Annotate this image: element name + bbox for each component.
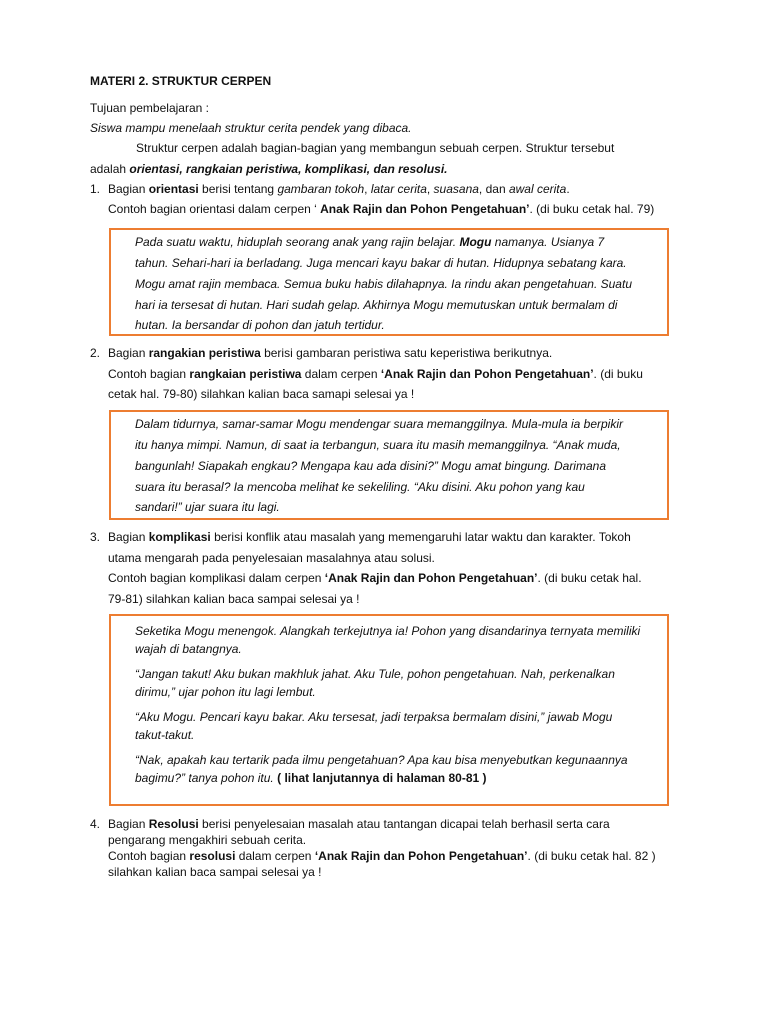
intro-line-2: adalah orientasi, rangkaian peristiwa, komplikasi, dan resolusi. — [90, 162, 448, 176]
section-2-number: 2. — [90, 346, 101, 360]
excerpt-line: bagimu?” tanya pohon itu. ( lihat lanjutannya di halaman 80-81 ) — [135, 771, 487, 785]
excerpt-box-komplikasi — [109, 614, 669, 806]
section-3-example-line-2: 79-81) silahkan kalian baca sampai selesai ya ! — [108, 592, 360, 606]
section-4-number: 4. — [90, 817, 101, 831]
section-1-heading: Bagian orientasi berisi tentang gambaran tokoh, latar cerita, suasana, dan awal cerita. — [108, 182, 570, 196]
section-1-example: Contoh bagian orientasi dalam cerpen ‘ Anak Rajin dan Pohon Pengetahuan’. (di buku cetak hal. 79) — [108, 202, 655, 216]
section-2-example: Contoh bagian rangkaian peristiwa dalam cerpen ‘Anak Rajin dan Pohon Pengetahuan’. (di buku — [108, 367, 643, 381]
structure-list: orientasi, rangkaian peristiwa, komplikasi, dan resolusi. — [129, 162, 448, 176]
section-4-example-line-2: silahkan kalian baca sampai selesai ya ! — [108, 865, 322, 879]
section-4-heading: Bagian Resolusi berisi penyelesaian masalah atau tantangan dicapai telah berhasil serta cara — [108, 817, 610, 831]
excerpt-line: Mogu amat rajin membaca. Semua buku habis dilahapnya. Ia rindu akan pengetahuan. Suatu — [135, 277, 632, 291]
section-3-heading-line-2: utama mengarah pada penyelesaian masalahnya atau solusi. — [108, 551, 435, 565]
excerpt-line: takut-takut. — [135, 728, 195, 742]
excerpt-line: “Nak, apakah kau tertarik pada ilmu pengetahuan? Apa kau bisa menyebutkan kegunaannya — [135, 753, 628, 767]
section-2-example-line-2: cetak hal. 79-80) silahkan kalian baca samapi selesai ya ! — [108, 387, 415, 401]
excerpt-line: “Jangan takut! Aku bukan makhluk jahat. Aku Tule, pohon pengetahuan. Nah, perkenalkan — [135, 667, 615, 681]
excerpt-line: sandari!” ujar suara itu lagi. — [135, 500, 280, 514]
excerpt-line: Dalam tidurnya, samar-samar Mogu mendengar suara memanggilnya. Mula-mula ia berpikir — [135, 417, 623, 431]
section-4-heading-line-2: pengarang mengakhiri sebuah cerita. — [108, 833, 307, 847]
excerpt-line: “Aku Mogu. Pencari kayu bakar. Aku tersesat, jadi terpaksa bermalam disini,” jawab Mogu — [135, 710, 613, 724]
excerpt-line: dirimu,” ujar pohon itu lagi lembut. — [135, 685, 316, 699]
excerpt-line: hutan. Ia bersandar di pohon dan jatuh tertidur. — [135, 318, 385, 332]
section-2-heading: Bagian rangakian peristiwa berisi gambaran peristiwa satu keperistiwa berikutnya. — [108, 346, 553, 360]
section-3-number: 3. — [90, 530, 101, 544]
excerpt-box-rangkaian — [109, 410, 669, 520]
excerpt-line: Pada suatu waktu, hiduplah seorang anak yang rajin belajar. Mogu namanya. Usianya 7 — [135, 235, 605, 249]
excerpt-line: itu hanya mimpi. Namun, di saat ia terbangun, suara itu masih memanggilnya. “Anak muda, — [135, 438, 621, 452]
excerpt-line: suara itu berasal? Ia mencoba melihat ke sekeliling. “Aku disini. Aku pohon yang kau — [135, 480, 585, 494]
excerpt-box-orientation — [109, 228, 669, 336]
excerpt-line: hari ia tersesat di hutan. Hari sudah gelap. Akhirnya Mogu memutuskan untuk bermalam di — [135, 298, 618, 312]
section-1-number: 1. — [90, 182, 101, 196]
excerpt-line: tahun. Sehari-hari ia berladang. Juga mencari kayu bakar di hutan. Hidupnya sebatang kara. — [135, 256, 627, 270]
excerpt-line: bangunlah! Siapakah engkau? Mengapa kau ada disini?” Mogu amat bingung. Darimana — [135, 459, 606, 473]
section-3-heading: Bagian komplikasi berisi konflik atau masalah yang memengaruhi latar waktu dan karakter. Tokoh — [108, 530, 631, 544]
continuation-note: ( lihat lanjutannya di halaman 80-81 ) — [277, 771, 487, 785]
objective-label: Tujuan pembelajaran : — [90, 101, 209, 115]
objective-text: Siswa mampu menelaah struktur cerita pendek yang dibaca. — [90, 121, 412, 135]
section-3-example: Contoh bagian komplikasi dalam cerpen ‘Anak Rajin dan Pohon Pengetahuan’. (di buku cetak hal. — [108, 571, 642, 585]
page-title: MATERI 2. STRUKTUR CERPEN — [90, 74, 272, 88]
excerpt-line: wajah di batangnya. — [135, 642, 242, 656]
intro-line-1: Struktur cerpen adalah bagian-bagian yang membangun sebuah cerpen. Struktur tersebut — [136, 141, 615, 155]
excerpt-line: Seketika Mogu menengok. Alangkah terkejutnya ia! Pohon yang disandarinya ternyata memiliki — [135, 624, 641, 638]
section-4-example: Contoh bagian resolusi dalam cerpen ‘Anak Rajin dan Pohon Pengetahuan’. (di buku cetak hal. 82 ) — [108, 849, 656, 863]
